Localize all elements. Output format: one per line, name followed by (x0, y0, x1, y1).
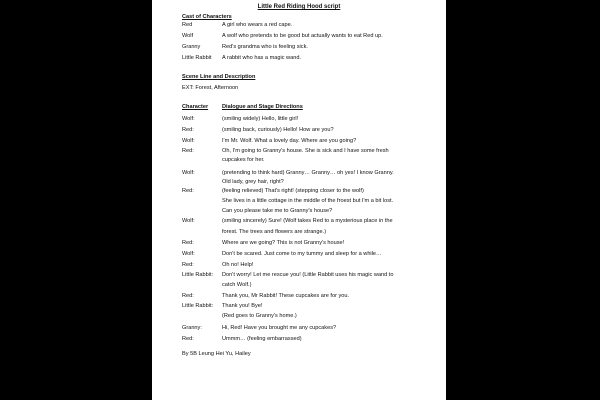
speaker-name: Little Rabbit: (182, 272, 214, 278)
speaker-name: Red: (182, 188, 194, 194)
dialogue-line (182, 336, 432, 343)
page-title: Little Red Riding Hood script (257, 4, 341, 10)
dialogue-text: Oh, I'm going to Granny's house. She is sick and I have some fresh (222, 148, 389, 154)
dialogue-text: (smiling widely) Hello, little girl! (222, 116, 299, 122)
speaker-name (182, 313, 222, 320)
speaker-name (182, 208, 222, 215)
speaker-name: Granny: (182, 325, 202, 331)
dialogue-line (182, 313, 432, 320)
dialogue-text: Ummm… (feeling embarrassed) (222, 336, 302, 342)
dialogue-text: I'm Mr. Wolf. What a lovely day. Where are you going? (222, 138, 357, 144)
speaker-name: Red: (182, 293, 194, 299)
speaker-name: Red: (182, 262, 194, 268)
dialogue-line (182, 198, 432, 205)
speaker-name: Wolf: (182, 116, 195, 122)
dialogue-line (182, 170, 432, 177)
dialogue-line (182, 116, 432, 123)
dialogue-line (182, 138, 432, 145)
byline: By 5B Leung Hei Yu, Hailey (182, 351, 251, 357)
speaker-name (182, 179, 222, 186)
dialogue-line (182, 303, 432, 310)
dialogue-line (182, 251, 432, 258)
dialogue-line (182, 229, 432, 236)
speaker-name: Wolf: (182, 170, 195, 176)
dialogue-text: Can you please take me to Granny's house? (222, 208, 333, 214)
dialogue-line (182, 148, 432, 155)
dialogue-text: Don't worry! Let me rescue you! (Little Rabbit uses his magic wand to (222, 272, 394, 278)
speaker-name (182, 282, 222, 289)
speaker-name: Red: (182, 240, 194, 246)
cast-heading: Cast of Characters (182, 14, 232, 20)
cast-row: Granny Red's grandma who is feeling sick. (182, 44, 308, 50)
dialogue-line (182, 127, 432, 134)
dialogue-text: Old lady, grey hair, right? (222, 179, 284, 185)
dialogue-text: cupcakes for her. (222, 157, 265, 163)
speaker-name: Wolf: (182, 138, 195, 144)
cast-row: Little Rabbit A rabbit who has a magic wand. (182, 55, 301, 61)
dialogue-text: (feeling relieved) That's right! (stepping closer to the wolf) (222, 188, 364, 194)
dialogue-line (182, 188, 432, 195)
dialogue-line (182, 208, 432, 215)
dialogue-text: She lives in a little cottage in the middle of the froest but I'm a bit lost. (222, 198, 394, 204)
dialogue-text: (pretending to think hard) Granny… Granny… oh yes! I know Granny. (222, 170, 394, 176)
dialogue-line (182, 262, 432, 269)
speaker-name: Red: (182, 127, 194, 133)
speaker-name: Red: (182, 336, 194, 342)
cast-row: Wolf A wolf who pretends to be good but actually wants to eat Red up. (182, 33, 383, 39)
speaker-name (182, 229, 222, 236)
dialogue-header: Character Dialogue and Stage Directions (182, 104, 303, 110)
dialogue-line (182, 272, 432, 279)
dialogue-line (182, 282, 432, 289)
cast-row: Red A girl who wears a red cape. (182, 22, 293, 28)
dialogue-text: (smiling sincerely) Sure! (Wolf takes Red to a mysterious place in the (222, 218, 393, 224)
dialogue-text: (smiling back, curiously) Hello! How are you? (222, 127, 334, 133)
dialogue-line (182, 293, 432, 300)
document-page (152, 0, 446, 400)
speaker-name: Wolf: (182, 218, 195, 224)
dialogue-line (182, 218, 432, 225)
dialogue-text: forest. The trees and flowers are strange.) (222, 229, 327, 235)
dialogue-line (182, 325, 432, 332)
dialogue-text: Where are we going? This is not Granny's house! (222, 240, 345, 246)
speaker-name (182, 157, 222, 164)
dialogue-text: Thank you, Mr Rabbit! These cupcakes are for you. (222, 293, 350, 299)
dialogue-text: Hi, Red! Have you brought me any cupcakes? (222, 325, 337, 331)
speaker-name: Little Rabbit: (182, 303, 214, 309)
dialogue-line (182, 240, 432, 247)
dialogue-line (182, 179, 432, 186)
dialogue-text: Thank you! Bye! (222, 303, 263, 309)
speaker-name (182, 198, 222, 205)
dialogue-text: catch Wolf.) (222, 282, 252, 288)
dialogue-text: (Red goes to Granny's home.) (222, 313, 297, 319)
scene-heading: Scene Line and Description (182, 74, 256, 80)
speaker-name: Wolf: (182, 251, 195, 257)
dialogue-line (182, 157, 432, 164)
dialogue-text: Don't be scared. Just come to my tummy and sleep for a while… (222, 251, 382, 257)
speaker-name: Red: (182, 148, 194, 154)
scene-description: EXT: Forest, Afternoon (182, 85, 239, 91)
dialogue-text: Oh no! Help! (222, 262, 254, 268)
